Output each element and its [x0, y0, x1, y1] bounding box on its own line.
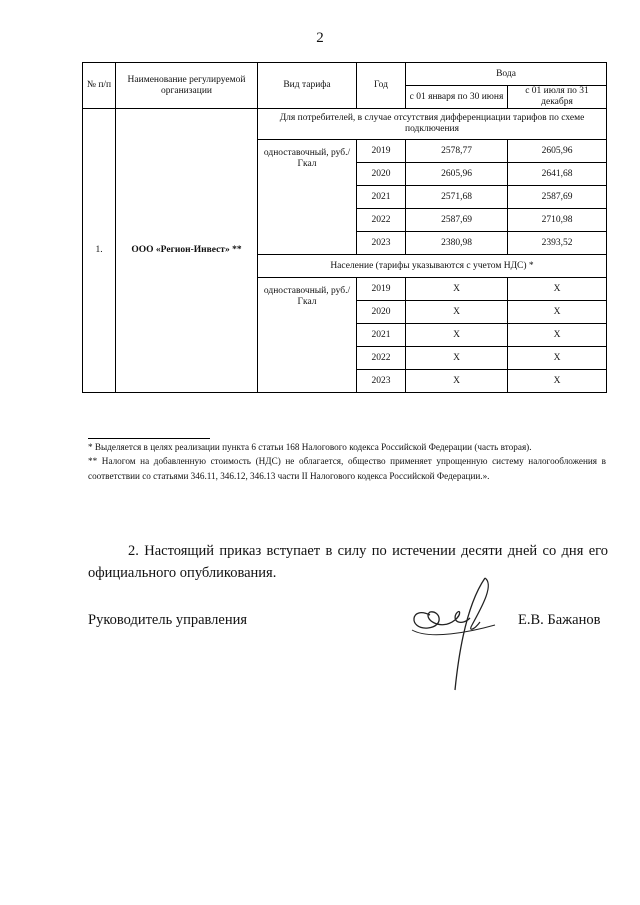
- signatory-position: Руководитель управления: [88, 612, 248, 628]
- row-number: 1.: [83, 109, 116, 393]
- header-water: Вода: [406, 63, 607, 86]
- table-cell-year: 2021: [357, 324, 406, 347]
- section1-title: Для потребителей, в случае отсутствия дифференциации тарифов по схеме подключения: [258, 109, 607, 140]
- table-cell-value: Х: [508, 301, 607, 324]
- table-cell-year: 2023: [357, 232, 406, 255]
- table-cell-value: Х: [508, 370, 607, 393]
- section2-tariff-type: одноставочный, руб./Гкал: [258, 278, 357, 393]
- org-name: ООО «Регион-Инвест» **: [116, 109, 258, 393]
- table-cell-year: 2021: [357, 186, 406, 209]
- table-cell-value: Х: [406, 301, 508, 324]
- section2-title: Население (тарифы указываются с учетом НДС) *: [258, 255, 607, 278]
- tariff-table: [82, 62, 607, 393]
- section1-tariff-type: одноставочный, руб./Гкал: [258, 140, 357, 255]
- header-period1: с 01 января по 30 июня: [406, 86, 508, 109]
- table-cell-year: 2023: [357, 370, 406, 393]
- table-cell-value: Х: [508, 324, 607, 347]
- footnotes: [88, 440, 606, 483]
- table-cell-value: Х: [406, 347, 508, 370]
- table-cell-value: Х: [406, 370, 508, 393]
- page-number: 2: [316, 30, 324, 46]
- header-org: Наименование регулируемой организации: [116, 63, 258, 109]
- header-num: № п/п: [83, 63, 116, 109]
- table-cell-value: 2380,98: [406, 232, 508, 255]
- table-cell-value: 2605,96: [508, 140, 607, 163]
- table-cell-year: 2022: [357, 209, 406, 232]
- header-tariff-type: Вид тарифа: [258, 63, 357, 109]
- table-cell-value: 2710,98: [508, 209, 607, 232]
- table-cell-value: 2393,52: [508, 232, 607, 255]
- table-cell-value: 2641,68: [508, 163, 607, 186]
- table-cell-year: 2022: [357, 347, 406, 370]
- footnote-2: ** Налогом на добавленную стоимость (НДС) не облагается, общество применяет упрощенную систему налогообложения в соответствии со статьями 346.11, 346.12, 346.13 части II Налогового кодекса Российской Федерации.».: [88, 456, 606, 481]
- signatory-name: Е.В. Бажанов: [518, 612, 601, 628]
- table-cell-year: 2019: [357, 278, 406, 301]
- table-cell-value: 2587,69: [406, 209, 508, 232]
- table-cell-value: 2587,69: [508, 186, 607, 209]
- table-cell-value: Х: [508, 347, 607, 370]
- footnote-divider: [88, 438, 210, 439]
- footnote-1: * Выделяется в целях реализации пункта 6 статьи 168 Налогового кодекса Российской Федерации (часть вторая).: [88, 442, 532, 452]
- table-cell-year: 2019: [357, 140, 406, 163]
- header-period2: с 01 июля по 31 декабря: [508, 86, 607, 109]
- table-cell-value: 2578,77: [406, 140, 508, 163]
- table-cell-value: 2571,68: [406, 186, 508, 209]
- table-cell-value: 2605,96: [406, 163, 508, 186]
- table-cell-year: 2020: [357, 301, 406, 324]
- order-paragraph: 2. Настоящий приказ вступает в силу по истечении десяти дней со дня его официального опубликования.: [88, 543, 608, 582]
- header-year: Год: [357, 63, 406, 109]
- handwritten-signature-icon: [400, 570, 520, 700]
- table-cell-year: 2020: [357, 163, 406, 186]
- table-cell-value: Х: [508, 278, 607, 301]
- table-cell-value: Х: [406, 278, 508, 301]
- table-cell-value: Х: [406, 324, 508, 347]
